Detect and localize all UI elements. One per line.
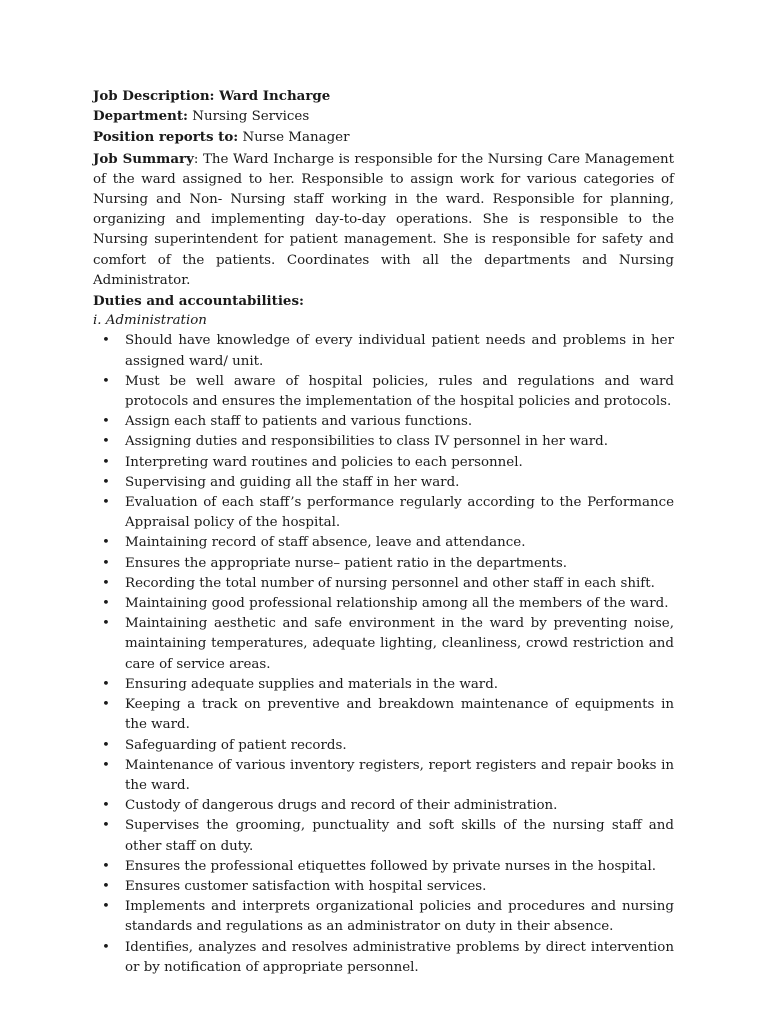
reports-to-label: Position reports to: — [93, 129, 239, 146]
bullet-icon: • — [102, 899, 110, 915]
list-item-text: Assigning duties and responsibilities to class IV personnel in her ward. — [125, 434, 608, 450]
list-item-text: Ensuring adequate supplies and materials in the ward. — [125, 676, 499, 692]
list-item-text: Keeping a track on preventive and breakdown maintenance of equipments in the ward. — [125, 697, 674, 733]
list-item — [93, 897, 674, 937]
list-item-text: Recording the total number of nursing personnel and other staff in each shift. — [125, 575, 655, 591]
list-item — [93, 675, 674, 695]
list-item — [93, 331, 674, 371]
list-item — [93, 857, 674, 877]
list-item — [93, 372, 674, 412]
list-item-text: Supervises the grooming, punctuality and soft skills of the nursing staff and other staff on duty. — [125, 818, 674, 854]
section-title-administration: i. Administration — [93, 313, 207, 329]
list-item-text: Implements and interprets organizational policies and procedures and nursing standards and regulations as an administrator on duty in their absence. — [125, 899, 674, 935]
document-body — [93, 86, 674, 978]
bullet-icon: • — [102, 596, 110, 612]
job-summary-label: Job Summary — [93, 150, 194, 167]
list-item-text: Interpreting ward routines and policies to each personnel. — [125, 454, 523, 470]
list-item-text: Assign each staff to patients and various functions. — [125, 414, 473, 430]
list-item — [93, 816, 674, 856]
list-item-text: Must be well aware of hospital policies, rules and regulations and ward protocols and ensures the implementation of the hospital policies and protocols. — [125, 373, 674, 410]
bullet-icon: • — [102, 414, 110, 430]
list-item-text: Evaluation of each staff’s performance regularly according to the Performance Appraisal policy of the hospital. — [125, 495, 674, 531]
bullet-icon: • — [102, 818, 110, 834]
list-item-text: Ensures customer satisfaction with hospital services. — [125, 878, 487, 894]
bullet-icon: • — [102, 798, 110, 814]
list-item-text: Maintaining aesthetic and safe environment in the ward by preventing noise, maintaining temperatures, adequate lighting, cleanliness, crowd restriction and care of service areas. — [125, 616, 674, 672]
bullet-icon: • — [102, 333, 110, 349]
bullet-icon: • — [102, 616, 110, 632]
department-value: Nursing Services — [187, 109, 310, 125]
bullet-icon: • — [102, 373, 110, 389]
bullet-icon: • — [102, 737, 110, 753]
reports-to-line — [93, 127, 674, 148]
list-item — [93, 432, 674, 452]
list-item — [93, 412, 674, 432]
list-item — [93, 453, 674, 473]
list-item — [93, 493, 674, 533]
list-item-text: Identifies, analyzes and resolves administrative problems by direct intervention or by notification of appropriate personnel. — [125, 939, 674, 975]
bullet-icon: • — [102, 676, 110, 692]
list-item — [93, 594, 674, 614]
list-item-text: Maintaining good professional relationship among all the members of the ward. — [125, 596, 669, 612]
bullet-icon: • — [102, 939, 110, 955]
list-item-text: Maintenance of various inventory registers, report registers and repair books in the ward. — [125, 757, 674, 793]
list-item-text: Ensures the appropriate nurse– patient ratio in the departments. — [125, 555, 568, 571]
list-item — [93, 574, 674, 594]
bullet-icon: • — [102, 697, 110, 713]
list-item-text: Supervising and guiding all the staff in her ward. — [125, 474, 460, 490]
bullet-icon: • — [102, 434, 110, 450]
list-item-text: Ensures the professional etiquettes followed by private nurses in the hospital. — [125, 858, 657, 874]
list-item-text: Safeguarding of patient records. — [125, 737, 347, 753]
list-item — [93, 938, 674, 978]
reports-to-value: Nurse Manager — [238, 130, 350, 146]
duties-heading: Duties and accountabilities: — [93, 293, 304, 310]
job-summary-text: : The Ward Incharge is responsible for the Nursing Care Management of the ward assigned to her. Responsible to assign work for various categories of Nursing and Non- Nursing staff working in the ward. Responsible for planning, organizing and implementing day-to-day operations. She is responsible to the Nursing superintendent for patient management. She is responsible for safety and comfort of the patients. Coordinates with all the departments and Nursing Administrator. — [93, 151, 674, 288]
list-item — [93, 877, 674, 897]
list-item-text: Should have knowledge of every individual patient needs and problems in her assigned ward/ unit. — [125, 333, 674, 369]
bullet-icon: • — [102, 535, 110, 551]
bullet-icon: • — [102, 878, 110, 894]
list-item — [93, 473, 674, 493]
department-label: Department: — [93, 108, 188, 125]
list-item — [93, 554, 674, 574]
bullet-icon: • — [102, 757, 110, 773]
bullet-icon: • — [102, 858, 110, 874]
bullet-icon: • — [102, 495, 110, 511]
bullet-icon: • — [102, 454, 110, 470]
bullet-icon: • — [102, 575, 110, 591]
list-item-text: Maintaining record of staff absence, leave and attendance. — [125, 535, 526, 551]
job-title: Job Description: Ward Incharge — [93, 88, 331, 104]
list-item — [93, 796, 674, 816]
list-item — [93, 614, 674, 675]
list-item — [93, 756, 674, 796]
list-item — [93, 533, 674, 553]
list-item-text: Custody of dangerous drugs and record of their administration. — [125, 798, 558, 814]
bullet-icon: • — [102, 474, 110, 490]
duties-list — [93, 331, 674, 978]
list-item — [93, 695, 674, 735]
bullet-icon: • — [102, 555, 110, 571]
list-item — [93, 736, 674, 756]
job-summary — [93, 149, 674, 291]
department-line — [93, 106, 674, 127]
